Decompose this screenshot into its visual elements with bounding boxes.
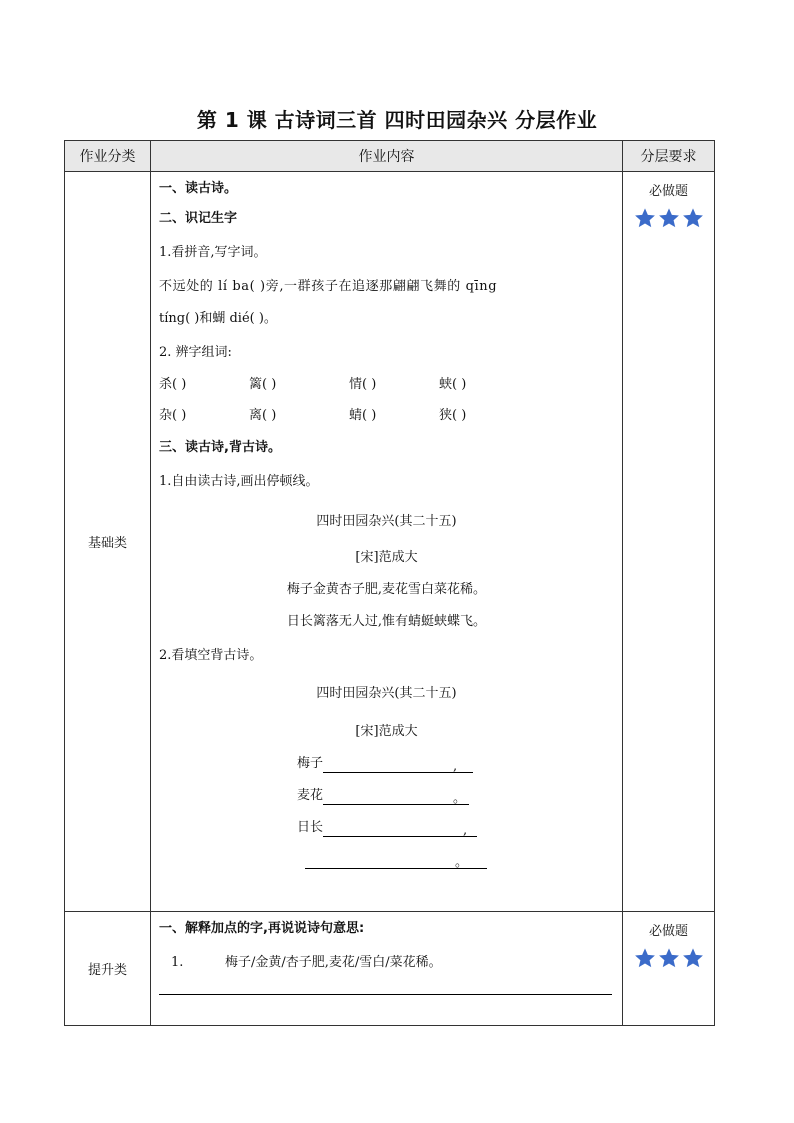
word-row-2 (159, 407, 614, 425)
word-blank[interactable]: 情( ) (349, 377, 377, 392)
header-content: 作业内容 (151, 141, 623, 172)
word-row-1 (159, 376, 614, 394)
fill-poem-author: [宋]范成大 (355, 724, 418, 739)
section-explain: 一、解释加点的字,再说说诗句意思: (159, 921, 365, 936)
star-icon (682, 207, 704, 229)
poem-line-1: 梅子金黄杏子肥,麦花雪白菜花稀。 (286, 582, 487, 597)
question-fill: 2.看填空背古诗。 (159, 648, 263, 663)
word-blank[interactable]: 杂( ) (159, 408, 187, 423)
word-blank[interactable]: 蛱( ) (439, 377, 467, 392)
section-recite: 三、读古诗,背古诗。 (159, 440, 281, 455)
header-category: 作业分类 (65, 141, 151, 172)
fill-line-4: 。 (159, 851, 614, 869)
star-icon (634, 207, 656, 229)
star-icon (658, 207, 680, 229)
section-read: 一、读古诗。 (159, 181, 238, 196)
requirement-label: 必做题 (648, 184, 688, 199)
fill-line-3: 日长 , (159, 819, 614, 837)
homework-table (64, 140, 715, 1026)
question-distinguish: 2. 辨字组词: (159, 345, 232, 360)
table-header-row (65, 141, 715, 172)
poem-line-2: 日长篱落无人过,惟有蜻蜓蛱蝶飞。 (286, 614, 487, 629)
content-basic (151, 172, 623, 912)
table-row-basic (65, 172, 715, 912)
star-rating (623, 207, 714, 229)
fill-line-2: 麦花 。 (159, 787, 614, 805)
section-characters: 二、识记生字 (159, 211, 238, 226)
question-pause: 1.自由读古诗,画出停顿线。 (159, 474, 319, 489)
fill-blank[interactable] (323, 822, 463, 837)
question-pinyin: 1.看拼音,写字词。 (159, 245, 267, 260)
pinyin-line-1: 不远处的 lí ba( )旁,一群孩子在追逐那翩翩飞舞的 qīng (159, 279, 498, 294)
word-blank[interactable]: 蜻( ) (349, 408, 377, 423)
star-icon (682, 947, 704, 969)
word-blank[interactable]: 离( ) (249, 408, 277, 423)
poem-line-marked: 梅子/金黄/杏子肥,麦花/雪白/菜花稀。 (225, 955, 442, 970)
poem-title: 四时田园杂兴(其二十五) (316, 514, 457, 529)
pinyin-line-2: tíng( )和蝴 dié( )。 (159, 311, 277, 326)
requirement-basic (623, 172, 715, 912)
word-blank[interactable]: 杀( ) (159, 377, 187, 392)
word-blank[interactable]: 篱( ) (249, 377, 277, 392)
star-rating (623, 947, 714, 969)
poem-author: [宋]范成大 (355, 550, 418, 565)
table-row-advanced (65, 912, 715, 1026)
header-requirement: 分层要求 (623, 141, 715, 172)
fill-line-1: 梅子 , (159, 755, 614, 773)
explain-line: 1. 梅子/金黄/杏子肥,麦花/雪白/菜花稀。 (171, 955, 442, 970)
category-advanced: 提升类 (65, 912, 151, 1026)
fill-blank[interactable] (305, 854, 455, 869)
category-basic: 基础类 (65, 172, 151, 912)
requirement-advanced (623, 912, 715, 1026)
fill-blank[interactable] (323, 790, 453, 805)
requirement-label: 必做题 (648, 924, 688, 939)
page-title: 第 1 课 古诗词三首 四时田园杂兴 分层作业 (196, 108, 598, 132)
word-blank[interactable]: 狭( ) (439, 408, 467, 423)
answer-line[interactable] (159, 994, 612, 995)
fill-poem-title: 四时田园杂兴(其二十五) (316, 686, 457, 701)
star-icon (634, 947, 656, 969)
content-advanced (151, 912, 623, 1026)
fill-blank[interactable] (323, 758, 453, 773)
star-icon (658, 947, 680, 969)
